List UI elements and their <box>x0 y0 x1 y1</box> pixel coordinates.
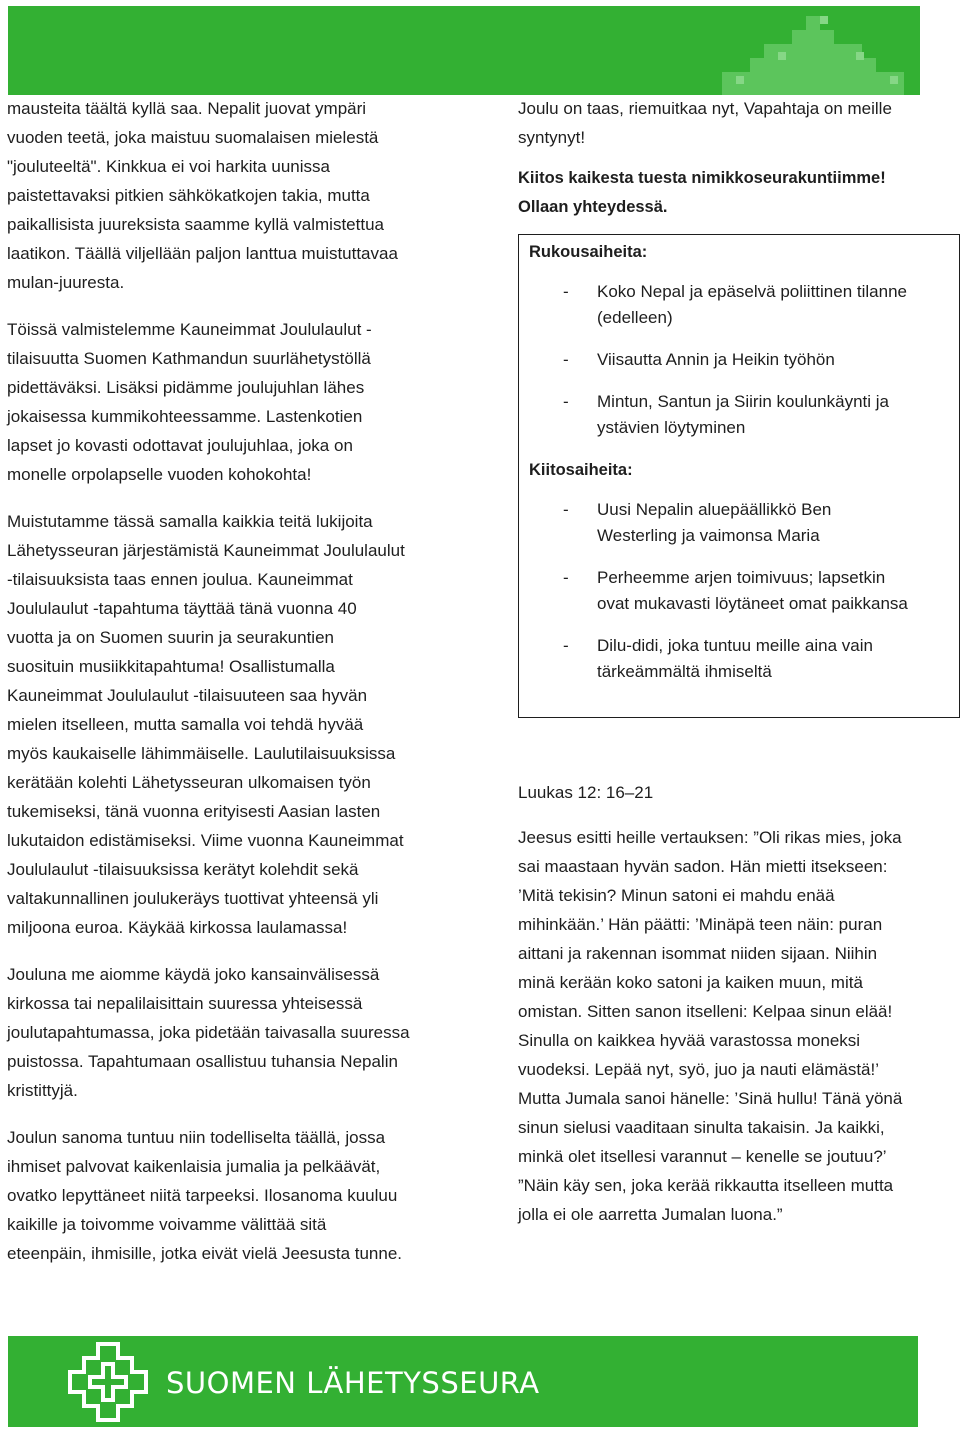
verse-reference: Luukas 12: 16–21 <box>518 783 654 802</box>
list-dash: - <box>563 282 569 301</box>
paragraph-food: mausteita täältä kyllä saa. Nepalit juovat ympäri vuoden teetä, joka maistuu suomalaisen mielestä "jouluteeltä". Kinkkua ei voi harkita uunissa paistettavaksi pitkien sähkökatkojen takia, mutta paikallisista juureksista saamme kyllä valmistettua laatikon. Täällä viljellään paljon lanttua muistuttavaa mulan-juuresta. <box>7 99 398 292</box>
thanks-text: Kiitos kaikesta tuesta nimikkoseurakuntiimme! Ollaan yhteydessä. <box>518 169 886 216</box>
gratitude-heading: Kiitosaiheita: <box>529 461 633 479</box>
list-item <box>529 279 949 331</box>
footer-banner <box>8 1336 918 1427</box>
list-item-text: Dilu-didi, joka tuntuu meille aina vain tärkeämmältä ihmiseltä <box>597 636 873 681</box>
paragraph-work: Töissä valmistelemme Kauneimmat Joululaulut - tilaisuutta Suomen Kathmandun suurlähetystöllä pidettäväksi. Lisäksi pidämme joulujuhlan lähes jokaisessa kummikohteessamme. Lastenkotien lapset jo kovasti odottavat joulujuhlaa, joka on monelle orpolapselle vuoden kohokohta! <box>7 320 372 484</box>
list-item <box>529 497 949 549</box>
prayer-heading: Rukousaiheita: <box>529 243 648 261</box>
right-column <box>518 94 960 1247</box>
list-item <box>529 633 949 685</box>
list-item-text: Koko Nepal ja epäselvä poliittinen tilanne (edelleen) <box>597 282 907 327</box>
gratitude-list <box>529 497 949 685</box>
prayer-box <box>518 234 960 718</box>
list-dash: - <box>563 500 569 519</box>
paragraph-message: Joulun sanoma tuntuu niin todelliselta täällä, jossa ihmiset palvovat kaikenlaisia jumalia ja pelkäävät, ovatko lepyttäneet niitä tarpeeksi. Ilosanoma kuuluu kaikille ja toivomme voivamme välittää sitä eteenpäin, ihmisille, jotka eivät vielä Jeesusta tunne. <box>7 1128 403 1263</box>
greeting-text: Joulu on taas, riemuitkaa nyt, Vapahtaja on meille syntynyt! <box>518 99 892 147</box>
left-column <box>7 94 465 1286</box>
paragraph-christmas-plans: Jouluna me aiomme käydä joko kansainvälisessä kirkossa tai nepalilaisittain suuressa yhteisessä joulutapahtumassa, joka pidetään taivasalla suuressa puistossa. Tapahtumaan osallistuu tuhansia Nepalin kristittyjä. <box>7 965 410 1100</box>
list-item <box>529 347 949 373</box>
paragraph-concerts: Muistutamme tässä samalla kaikkia teitä lukijoita Lähetysseuran järjestämistä Kauneimmat Joululaulut -tilaisuuksista taas ennen joulua. Kauneimmat Joululaulut -tapahtuma täyttää tänä vuonna 40 vuotta ja on Suomen suurin ja seurakuntien suosituin musiikkitapahtuma! Osallistumalla Kauneimmat Joululaulut -tilaisuuteen saa hyvän mielen itselleen, mutta samalla voi tehdä hyvää myös kaukaiselle lähimmäiselle. Laulutilaisuuksissa kerätään kolehti Lähetysseuran ulkomaisen työn tukemiseksi, tänä vuonna erityisesti Aasian lasten lukutaidon edistämiseksi. Viime vuonna Kauneimmat Joululaulut -tilaisuuksissa kerätyt kolehdit sekä valtakunnallinen joulukeräys tuottivat yhteensä yli miljoona euroa. Käykää kirkossa laulamassa! <box>7 512 405 937</box>
pixel-cross-icon <box>660 6 920 95</box>
header-banner <box>8 6 920 95</box>
list-dash: - <box>563 568 569 587</box>
list-item-text: Mintun, Santun ja Siirin koulunkäynti ja ystävien löytyminen <box>597 392 889 437</box>
list-dash: - <box>563 636 569 655</box>
list-dash: - <box>563 350 569 369</box>
prayer-list <box>529 279 949 441</box>
list-item <box>529 565 949 617</box>
list-item-text: Uusi Nepalin aluepäällikkö Ben Westerling ja vaimonsa Maria <box>597 500 832 545</box>
organization-name: SUOMEN LÄHETYSSEURA <box>166 1366 540 1400</box>
list-item <box>529 389 949 441</box>
verse-text: Jeesus esitti heille vertauksen: ”Oli rikas mies, joka sai maastaan hyvän sadon. Hän mietti itsekseen: ’Mitä tekisin? Minun satoni ei mahdu enää mihinkään.’ Hän päätti: ’Minäpä teen näin: puran aittani ja rakennan isommat niiden sijaan. Niihin minä kerään koko satoni ja kaiken muun, mitä omistan. Sitten sanon itselleni: Kelpaa sinun elää! Sinulla on kaikkea hyvää varastossa moneksi vuodeksi. Lepää nyt, syö, juo ja nauti elämästä!’ Mutta Jumala sanoi hänelle: ’Sinä hullu! Tänä yönä sinun sielusi vaaditaan sinulta takaisin. Ja kaikki, minkä olet itsellesi varannut – kenelle se joutuu?’ ”Näin käy sen, joka kerää rikkautta itselleen mutta jolla ei ole aarretta Jumalan luona.” <box>518 828 903 1224</box>
list-item-text: Perheemme arjen toimivuus; lapsetkin ovat mukavasti löytäneet omat paikkansa <box>597 568 908 613</box>
list-item-text: Viisautta Annin ja Heikin työhön <box>597 350 835 369</box>
list-dash: - <box>563 392 569 411</box>
cross-logo-icon <box>66 1340 150 1424</box>
